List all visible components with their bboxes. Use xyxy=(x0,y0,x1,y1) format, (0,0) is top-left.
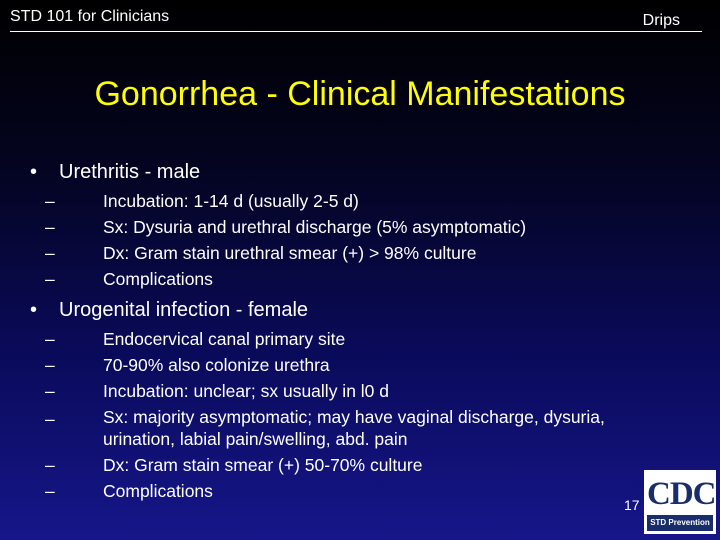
page-number: 17 xyxy=(624,497,640,513)
sub-bullet-text: Dx: Gram stain urethral smear (+) > 98% culture xyxy=(103,243,477,263)
dash-marker: – xyxy=(45,269,55,289)
sub-bullet-text: Sx: majority asymptomatic; may have vaginal discharge, dysuria, urination, labial pain/swelling, abd. pain xyxy=(103,407,605,449)
sub-bullet-item xyxy=(28,452,628,478)
cdc-logo xyxy=(644,470,716,534)
bullet-group-male xyxy=(28,160,628,292)
sub-bullet-item xyxy=(28,326,628,352)
sub-bullet-text: Sx: Dysuria and urethral discharge (5% asymptomatic) xyxy=(103,217,527,237)
sub-bullet-text: Incubation: 1-14 d (usually 2-5 d) xyxy=(103,191,359,211)
dash-marker: – xyxy=(45,381,55,401)
sub-bullet-list xyxy=(28,326,628,504)
sub-bullet-item xyxy=(28,214,628,240)
dash-marker: – xyxy=(45,217,55,237)
sub-bullet-item xyxy=(28,240,628,266)
dash-marker: – xyxy=(45,329,55,349)
bullet-text: Urethritis - male xyxy=(59,161,201,183)
bullet-urethritis-male xyxy=(28,160,628,184)
sub-bullet-text: 70-90% also colonize urethra xyxy=(103,355,330,375)
dash-marker: – xyxy=(45,481,55,501)
dash-marker: – xyxy=(45,409,55,429)
bullet-dot: • xyxy=(30,161,38,183)
sub-bullet-text: Endocervical canal primary site xyxy=(103,329,346,349)
slide-content xyxy=(28,160,628,510)
dash-marker: – xyxy=(45,355,55,375)
sub-bullet-text: Complications xyxy=(103,481,213,501)
sub-bullet-list xyxy=(28,188,628,292)
bullet-text: Urogenital infection - female xyxy=(59,299,309,321)
course-title: STD 101 for Clinicians xyxy=(10,8,170,25)
bullet-group-female xyxy=(28,298,628,504)
bullet-urogenital-female xyxy=(28,298,628,322)
slide-title: Gonorrhea - Clinical Manifestations xyxy=(94,75,626,113)
dash-marker: – xyxy=(45,455,55,475)
logo-caption: STD Prevention xyxy=(647,515,713,531)
dash-marker: – xyxy=(45,243,55,263)
sub-bullet-item xyxy=(28,266,628,292)
sub-bullet-item xyxy=(28,378,628,404)
section-label: Drips xyxy=(642,12,680,29)
logo-wordmark: CDC xyxy=(647,473,713,515)
header-divider xyxy=(10,31,702,32)
sub-bullet-item xyxy=(28,352,628,378)
sub-bullet-text: Complications xyxy=(103,269,213,289)
sub-bullet-item xyxy=(28,188,628,214)
sub-bullet-item xyxy=(28,478,628,504)
sub-bullet-item xyxy=(28,406,628,450)
sub-bullet-text: Dx: Gram stain smear (+) 50-70% culture xyxy=(103,455,423,475)
sub-bullet-text: Incubation: unclear; sx usually in l0 d xyxy=(103,381,389,401)
dash-marker: – xyxy=(45,191,55,211)
bullet-dot: • xyxy=(30,299,38,321)
